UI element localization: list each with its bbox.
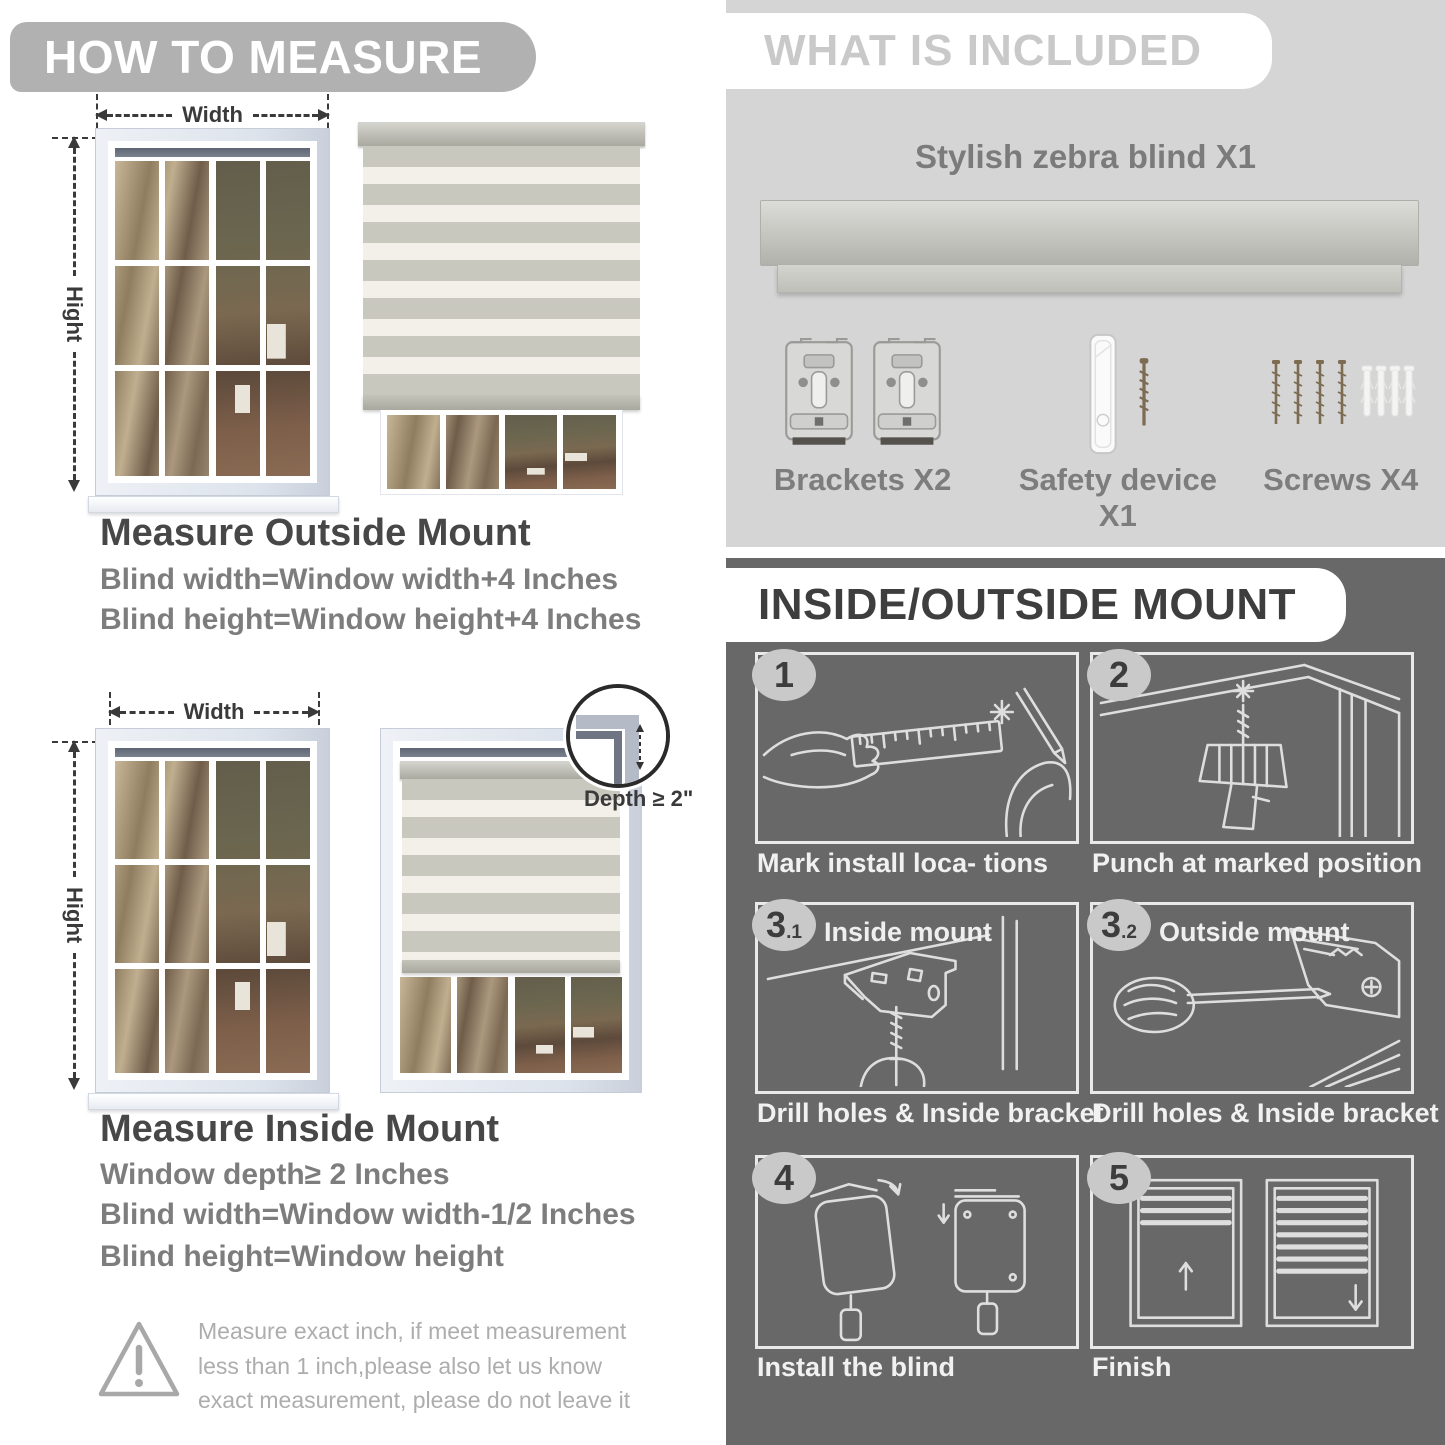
screws-icon [1266, 352, 1416, 436]
step-3-1-label: Inside mount [824, 917, 992, 947]
dashed-line [253, 114, 318, 117]
step-2-caption: Punch at marked position [1092, 848, 1423, 878]
inside-mount-heading: Measure Inside Mount [100, 1108, 500, 1150]
step-3-1-badge: 3 .1 [752, 899, 816, 951]
step-3-2-badge: 3 .2 [1087, 899, 1151, 951]
bracket-icon [782, 335, 856, 453]
arrow-down-icon [68, 480, 80, 492]
window-sash-right [515, 977, 623, 1073]
product-title: Stylish zebra blind X1 [914, 138, 1257, 175]
brackets-item [726, 328, 999, 460]
outside-mount-formula-width: Blind width=Window width+4 Inches [100, 563, 619, 596]
step-3-2-box [1090, 902, 1414, 1094]
dashed-line [73, 148, 76, 276]
inside-mount-formula-height: Blind height=Window height [100, 1240, 504, 1273]
included-items-labels [726, 462, 1445, 534]
dashed-line [73, 953, 76, 1078]
mount-steps-header [726, 568, 1346, 642]
height-label: Hight [62, 886, 87, 944]
brackets-label: Brackets X2 [773, 462, 952, 497]
step-3-2-caption: Drill holes & Inside bracket [1092, 1098, 1439, 1128]
height-label: Hight [62, 285, 87, 343]
blind-bottom-rail [363, 395, 640, 410]
width-arrow-inside [108, 700, 320, 724]
window-illustration-inside [95, 728, 330, 1093]
window-sash-left [400, 977, 508, 1073]
step-1-badge: 1 [752, 649, 816, 701]
guide-line [52, 137, 98, 139]
step-2-box [1090, 652, 1414, 844]
blind-headrail-lip [777, 265, 1402, 293]
outside-mount-formula-height: Blind height=Window height+4 Inches [100, 603, 642, 636]
blind-stripes [363, 146, 640, 395]
included-items-row [726, 328, 1445, 460]
window-illustration-outside [95, 128, 330, 496]
inside-mount-formula-depth: Window depth≥ 2 Inches [100, 1158, 450, 1191]
blind-headrail-illustration [760, 200, 1419, 266]
step-1-box [755, 652, 1079, 844]
zebra-blind-illustration-outside [358, 122, 645, 495]
window-sash-right [216, 761, 310, 1073]
window-sill [88, 496, 339, 513]
window-corner-detail [570, 688, 666, 784]
safety-device-label: Safety device X1 [1018, 462, 1217, 533]
step-1-caption: Mark install loca- tions [757, 848, 1049, 878]
dashed-line [254, 711, 308, 714]
guide-line [52, 741, 98, 743]
outside-mount-heading: Measure Outside Mount [100, 512, 531, 554]
mount-steps-title: INSIDE/OUTSIDE MOUNT [758, 580, 1297, 629]
width-arrow-outside [95, 103, 330, 127]
step-5-caption: Finish [1092, 1352, 1172, 1382]
window-sash-left [115, 761, 209, 1073]
window-frame [95, 728, 330, 1093]
blind-cassette [358, 122, 645, 146]
dashed-line [120, 711, 174, 714]
screws-item [1236, 328, 1445, 460]
step-3-1-caption: Drill holes & Inside bracket [757, 1098, 1104, 1128]
step-2-badge: 2 [1087, 649, 1151, 701]
screws-label: Screws X4 [1263, 462, 1419, 497]
step-5-box [1090, 1155, 1414, 1349]
width-label: Width [183, 699, 245, 724]
what-is-included-header [726, 13, 1272, 89]
window-jamb [115, 748, 310, 757]
window-sash-right [216, 161, 310, 476]
safety-device-icon [1084, 331, 1122, 457]
window-frame [95, 128, 330, 496]
step-4-caption: Install the blind [757, 1352, 956, 1382]
safety-device-item [999, 328, 1236, 460]
dashed-line [73, 352, 76, 480]
dashed-line [73, 752, 76, 877]
bracket-icon [870, 335, 944, 453]
step-3-1-box [755, 902, 1079, 1094]
step-5-badge: 5 [1087, 1152, 1151, 1204]
height-arrow-outside [62, 136, 86, 492]
how-to-measure-title: HOW TO MEASURE [44, 31, 483, 83]
exclamation-triangle-icon [95, 1318, 183, 1402]
height-arrow-inside [62, 740, 86, 1090]
window-sash-left [115, 161, 209, 476]
blind-bottom-rail [402, 960, 620, 973]
step-3-2-label: Outside mount [1159, 917, 1350, 947]
step-4-badge: 4 [752, 1152, 816, 1204]
dashed-line [107, 114, 172, 117]
width-label: Width [182, 102, 243, 127]
inside-mount-formula-width: Blind width=Window width-1/2 Inches [100, 1198, 636, 1231]
arrow-down-icon [68, 1078, 80, 1090]
depth-label: Depth ≥ 2" [584, 786, 694, 811]
screw-icon [1136, 356, 1152, 432]
how-to-measure-header [10, 22, 536, 92]
window-jamb [115, 148, 310, 157]
measurement-warning-text: Measure exact inch, if meet measurement less than 1 inch,please also let us know exact measurement, please do not leave it [198, 1318, 631, 1413]
window-below-blind [380, 410, 623, 495]
step-4-box [755, 1155, 1079, 1349]
depth-magnifier-icon [566, 684, 670, 788]
what-is-included-title: WHAT IS INCLUDED [764, 26, 1203, 75]
